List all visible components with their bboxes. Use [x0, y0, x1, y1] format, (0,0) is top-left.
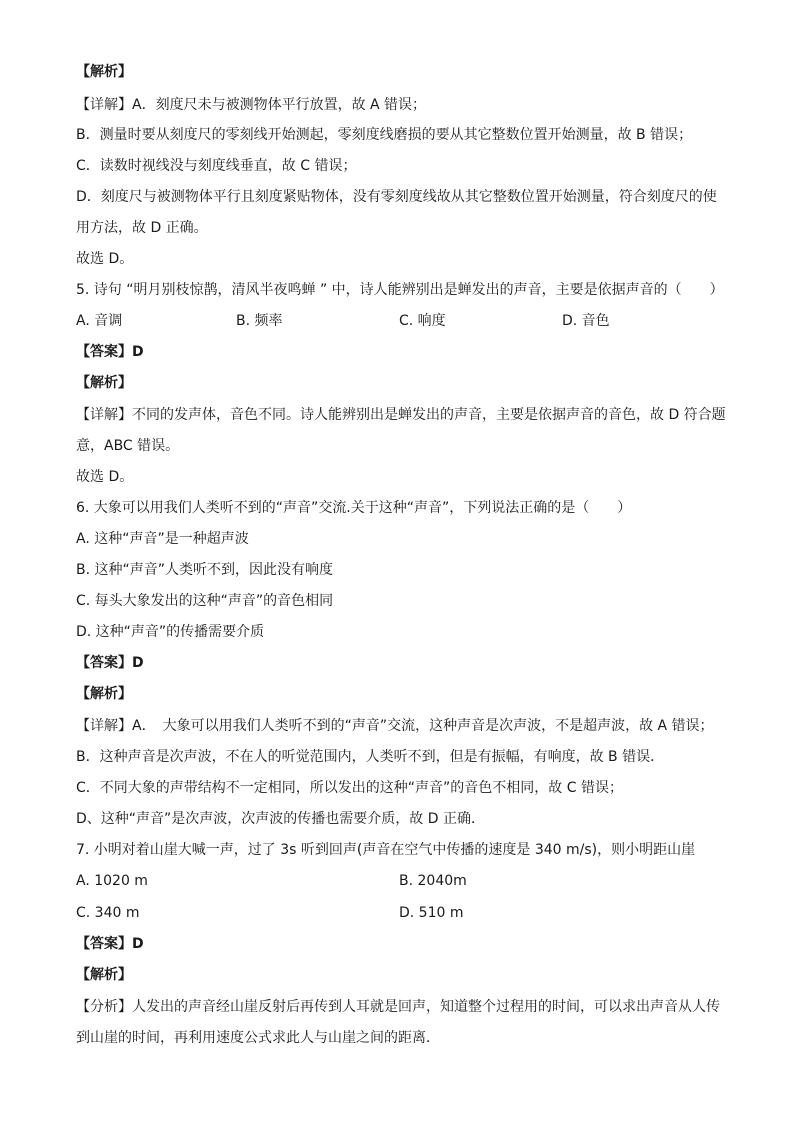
q7-fenxi-line2: 到山崖的时间，再利用速度公式求此人与山崖之间的距离． [76, 1030, 440, 1046]
q6-option-a: A. 这种“声音”是一种超声波 [76, 531, 249, 547]
q7-option-a: A. 1020 m [76, 873, 148, 889]
q5-stem: 5. 诗句 “明月别枝惊鹊，清风半夜鸣蝉 ” 中，诗人能辨别出是蝉发出的声音，主要是依据声音的（ ） [76, 282, 724, 298]
q4-jiexi-heading: 【解析】 [76, 64, 132, 80]
q6-stem: 6. 大象可以用我们人类听不到的“声音”交流.关于这种“声音”，下列说法正确的是（ ） [76, 500, 632, 516]
q5-option-d: D. 音色 [562, 313, 610, 329]
q7-options-row1 [76, 871, 736, 891]
q7-answer: 【答案】D [76, 936, 144, 952]
q7-option-d: D. 510 m [399, 905, 464, 921]
q5-options [76, 311, 736, 331]
q6-option-d: D. 这种“声音”的传播需要介质 [76, 624, 265, 640]
q5-option-c: C. 响度 [399, 313, 446, 329]
q5-option-b: B. 频率 [236, 313, 283, 329]
q4-xiangjie-a: 【详解】A．刻度尺未与被测物体平行放置，故 A 错误； [76, 97, 427, 113]
q7-jiexi-heading: 【解析】 [76, 967, 132, 983]
q7-fenxi-line1: 【分析】人发出的声音经山崖反射后再传到人耳就是回声，知道整个过程用的时间，可以求出声音从人传 [76, 999, 720, 1015]
q7-option-c: C. 340 m [76, 905, 140, 921]
q6-option-c: C. 每头大象发出的这种“声音”的音色相同 [76, 593, 334, 609]
q6-xiangjie-a: 【详解】A． 大象可以用我们人类听不到的“声音”交流，这种声音是次声波，不是超声波，故 A 错误； [76, 718, 714, 734]
q6-answer: 【答案】D [76, 655, 144, 671]
q5-jiexi-heading: 【解析】 [76, 375, 132, 391]
q4-conclusion: 故选 D。 [76, 251, 134, 267]
q6-explain-b: B．这种声音是次声波，不在人的听觉范围内，人类听不到，但是有振幅，有响度，故 B 错误． [76, 749, 665, 765]
q5-answer: 【答案】D [76, 344, 144, 360]
q5-conclusion: 故选 D。 [76, 469, 134, 485]
q6-jiexi-heading: 【解析】 [76, 686, 132, 702]
q6-option-b: B. 这种“声音”人类听不到，因此没有响度 [76, 562, 334, 578]
q5-xiangjie-line2: 意，ABC 错误。 [76, 438, 180, 454]
q7-options-row2 [76, 903, 736, 923]
q5-option-a: A. 音调 [76, 313, 123, 329]
q4-explain-c: C．读数时视线没与刻度线垂直，故 C 错误； [76, 158, 357, 174]
q6-explain-d: D、这种“声音”是次声波，次声波的传播也需要介质，故 D 正确． [76, 811, 485, 827]
q6-explain-c: C．不同大象的声带结构不一定相同，所以发出的这种“声音”的音色不相同，故 C 错误； [76, 780, 623, 796]
q5-xiangjie-line1: 【详解】不同的发声体，音色不同。诗人能辨别出是蝉发出的声音，主要是依据声音的音色，故 D 符合题 [76, 407, 726, 423]
q7-option-b: B. 2040m [399, 873, 467, 889]
q4-explain-b: B．测量时要从刻度尺的零刻线开始测起，零刻度线磨损的要从其它整数位置开始测量，故 B 错误； [76, 127, 693, 143]
q4-explain-d-line1: D．刻度尺与被测物体平行且刻度紧贴物体，没有零刻度线故从其它整数位置开始测量，符合刻度尺的使 [76, 189, 717, 205]
q7-stem: 7. 小明对着山崖大喊一声，过了 3s 听到回声(声音在空气中传播的速度是 340 m/s)，则小明距山崖 [76, 842, 696, 858]
q4-explain-d-line2: 用方法，故 D 正确。 [76, 220, 208, 236]
